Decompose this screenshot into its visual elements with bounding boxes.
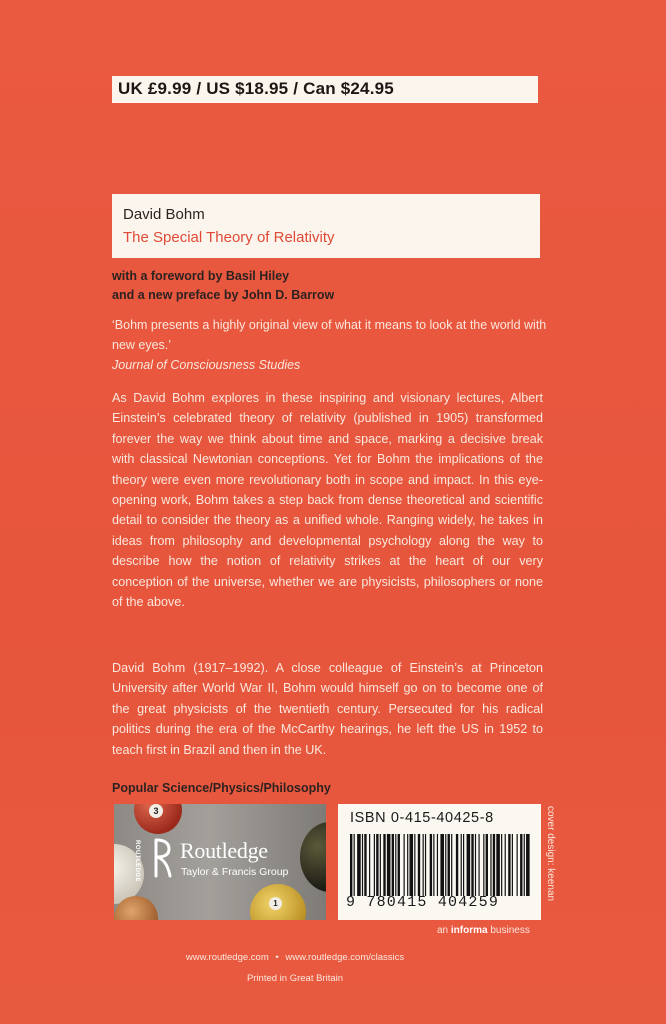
preface-credit: and a new preface by John D. Barrow	[112, 288, 335, 302]
price-label	[112, 76, 538, 103]
billiard-ball-icon	[300, 822, 326, 892]
price-text: UK £9.99 / US $18.95 / Can $24.95	[118, 79, 394, 98]
isbn-label: ISBN 0-415-40425-8	[350, 810, 494, 826]
title-panel	[112, 194, 540, 258]
billiard-ball-icon	[134, 804, 182, 834]
ball-number: 1	[269, 897, 282, 910]
barcode-icon	[350, 834, 532, 896]
url-separator: •	[275, 952, 279, 963]
url-link[interactable]: www.routledge.com/classics	[285, 952, 405, 963]
author-bio: David Bohm (1917–1992). A close colleague of Einstein’s at Princeton University after World War II, Bohm would himself go on to become one of the great physicists of the twentieth century. Persecuted for his radical politics during the era of the McCarthy hearings, he left the US in 1952 to teach first in Brazil and then in the UK.	[112, 661, 543, 757]
billiard-ball-icon	[250, 884, 306, 920]
informa-tagline	[437, 925, 530, 936]
routledge-logo-icon	[153, 838, 173, 878]
book-title: The Special Theory of Relativity	[123, 229, 335, 246]
barcode-digits: 9 780415 404259	[346, 894, 500, 911]
quote-text: ‘Bohm presents a highly original view of what it means to look at the world with new eyes.’	[112, 318, 547, 352]
publisher-name: Routledge	[180, 838, 268, 863]
publisher-logo-panel	[114, 804, 326, 920]
foreword-credit: with a foreword by Basil Hiley	[112, 269, 290, 283]
quote-source: Journal of Consciousness Studies	[112, 358, 301, 372]
book-description: As David Bohm explores in these inspiring and visionary lectures, Albert Einstein’s celebrated theory of relativity (published in 1905) transformed forever the way we think about time and space, marking a decisive break with classical Newtonian conceptions. Yet for Bohm the implications of the theory were even more revolutionary both in scope and impact. In this eye-opening work, Bohm takes a step back from dense theoretical and scientific detail to consider the theory as a unified whole. Ranging widely, he takes in ideas from philosophy and developmental psychology along the way to describe how the notion of relativity strikes at the heart of our very conception of the universe, whether we are physicists, philosophers or none of the above.	[112, 391, 543, 610]
category-label: Popular Science/Physics/Philosophy	[112, 781, 331, 795]
review-quote	[112, 315, 552, 375]
author-name: David Bohm	[123, 206, 205, 223]
url-link[interactable]: www.routledge.com	[185, 952, 269, 963]
cover-design-credit: cover design: keenan	[545, 806, 556, 902]
informa-brand: informa	[450, 925, 488, 936]
publisher-urls	[0, 952, 590, 963]
informa-suffix: business	[490, 925, 530, 936]
printed-notice: Printed in Great Britain	[246, 973, 344, 984]
ball-number: 3	[149, 804, 163, 818]
publisher-group: Taylor & Francis Group	[181, 866, 289, 878]
isbn-barcode-panel	[338, 804, 541, 920]
publisher-vertical-wordmark: ROUTLEDGE	[134, 840, 140, 883]
informa-prefix: an	[437, 925, 449, 936]
credits	[112, 267, 552, 305]
